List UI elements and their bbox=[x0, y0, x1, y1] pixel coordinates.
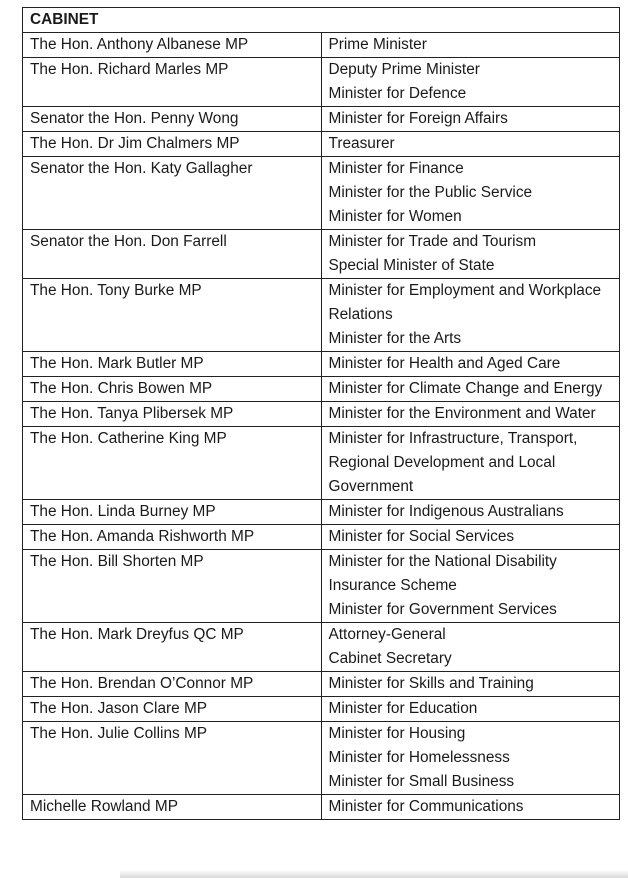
portfolio: Treasurer bbox=[328, 135, 395, 152]
table-row bbox=[23, 279, 620, 352]
portfolio: Minister for Health and Aged Care bbox=[328, 355, 561, 372]
portfolio: Prime Minister bbox=[328, 36, 427, 53]
portfolio: Minister for Foreign Affairs bbox=[328, 110, 508, 127]
member-portfolios bbox=[321, 672, 620, 697]
member-portfolios bbox=[321, 697, 620, 722]
table-row bbox=[23, 623, 620, 672]
table-row bbox=[23, 427, 620, 500]
member-portfolios bbox=[321, 550, 620, 623]
member-name: The Hon. Anthony Albanese MP bbox=[23, 33, 322, 58]
member-portfolios bbox=[321, 132, 620, 157]
member-name: The Hon. Richard Marles MP bbox=[23, 58, 322, 107]
member-name: The Hon. Mark Dreyfus QC MP bbox=[23, 623, 322, 672]
member-name: The Hon. Catherine King MP bbox=[23, 427, 322, 500]
member-name: The Hon. Julie Collins MP bbox=[23, 722, 322, 795]
member-name: The Hon. Tony Burke MP bbox=[23, 279, 322, 352]
member-portfolios bbox=[321, 623, 620, 672]
member-name: The Hon. Linda Burney MP bbox=[23, 500, 322, 525]
table-row bbox=[23, 550, 620, 623]
member-portfolios bbox=[321, 795, 620, 820]
portfolio: Minister for Trade and Tourism bbox=[328, 233, 537, 250]
portfolio: Minister for Education bbox=[328, 700, 478, 717]
member-name: The Hon. Bill Shorten MP bbox=[23, 550, 322, 623]
table-row bbox=[23, 697, 620, 722]
member-portfolios bbox=[321, 402, 620, 427]
table-row bbox=[23, 352, 620, 377]
member-portfolios bbox=[321, 58, 620, 107]
table-row bbox=[23, 157, 620, 230]
table-row bbox=[23, 377, 620, 402]
portfolio: Minister for Women bbox=[328, 208, 462, 225]
portfolio: Minister for Communications bbox=[328, 798, 524, 815]
table-row bbox=[23, 33, 620, 58]
member-portfolios bbox=[321, 377, 620, 402]
cabinet-table bbox=[22, 7, 620, 820]
table-row bbox=[23, 107, 620, 132]
portfolio: Attorney-General bbox=[328, 626, 446, 643]
portfolio: Minister for the National Disability Insurance Scheme bbox=[328, 553, 557, 594]
portfolio: Minister for Housing bbox=[328, 725, 466, 742]
member-name: Michelle Rowland MP bbox=[23, 795, 322, 820]
table-row bbox=[23, 402, 620, 427]
member-name: The Hon. Brendan O’Connor MP bbox=[23, 672, 322, 697]
member-portfolios bbox=[321, 500, 620, 525]
table-header-row bbox=[23, 8, 620, 33]
member-name: The Hon. Chris Bowen MP bbox=[23, 377, 322, 402]
portfolio: Deputy Prime Minister bbox=[328, 61, 480, 78]
portfolio: Cabinet Secretary bbox=[328, 650, 452, 667]
portfolio: Minister for Social Services bbox=[328, 528, 515, 545]
table-row bbox=[23, 672, 620, 697]
portfolio: Minister for Homelessness bbox=[328, 749, 510, 766]
portfolio: Minister for Defence bbox=[328, 85, 467, 102]
member-name: The Hon. Amanda Rishworth MP bbox=[23, 525, 322, 550]
portfolio: Minister for Small Business bbox=[328, 773, 515, 790]
portfolio: Minister for Indigenous Australians bbox=[328, 503, 564, 520]
member-name: Senator the Hon. Penny Wong bbox=[23, 107, 322, 132]
member-name: The Hon. Tanya Plibersek MP bbox=[23, 402, 322, 427]
portfolio: Minister for the Public Service bbox=[328, 184, 533, 201]
portfolio: Minister for Infrastructure, Transport, Regional Development and Local Government bbox=[328, 430, 578, 495]
portfolio: Minister for Government Services bbox=[328, 601, 557, 618]
portfolio: Special Minister of State bbox=[328, 257, 495, 274]
portfolio: Minister for Skills and Training bbox=[328, 675, 534, 692]
member-portfolios bbox=[321, 157, 620, 230]
member-portfolios bbox=[321, 427, 620, 500]
member-portfolios bbox=[321, 107, 620, 132]
bottom-shadow bbox=[120, 870, 628, 878]
member-portfolios bbox=[321, 279, 620, 352]
table-heading: CABINET bbox=[23, 8, 620, 33]
member-portfolios bbox=[321, 722, 620, 795]
portfolio: Minister for the Arts bbox=[328, 330, 462, 347]
table-row bbox=[23, 58, 620, 107]
member-name: The Hon. Dr Jim Chalmers MP bbox=[23, 132, 322, 157]
table-row bbox=[23, 230, 620, 279]
member-name: The Hon. Mark Butler MP bbox=[23, 352, 322, 377]
table-row bbox=[23, 795, 620, 820]
portfolio: Minister for Climate Change and Energy bbox=[328, 380, 603, 397]
table-row bbox=[23, 525, 620, 550]
member-portfolios bbox=[321, 352, 620, 377]
member-portfolios bbox=[321, 33, 620, 58]
member-name: Senator the Hon. Katy Gallagher bbox=[23, 157, 322, 230]
member-name: The Hon. Jason Clare MP bbox=[23, 697, 322, 722]
portfolio: Minister for Finance bbox=[328, 160, 464, 177]
table-row bbox=[23, 132, 620, 157]
table-row bbox=[23, 500, 620, 525]
member-portfolios bbox=[321, 525, 620, 550]
table-row bbox=[23, 722, 620, 795]
portfolio: Minister for Employment and Workplace Relations bbox=[328, 282, 602, 323]
member-name: Senator the Hon. Don Farrell bbox=[23, 230, 322, 279]
member-portfolios bbox=[321, 230, 620, 279]
portfolio: Minister for the Environment and Water bbox=[328, 405, 596, 422]
